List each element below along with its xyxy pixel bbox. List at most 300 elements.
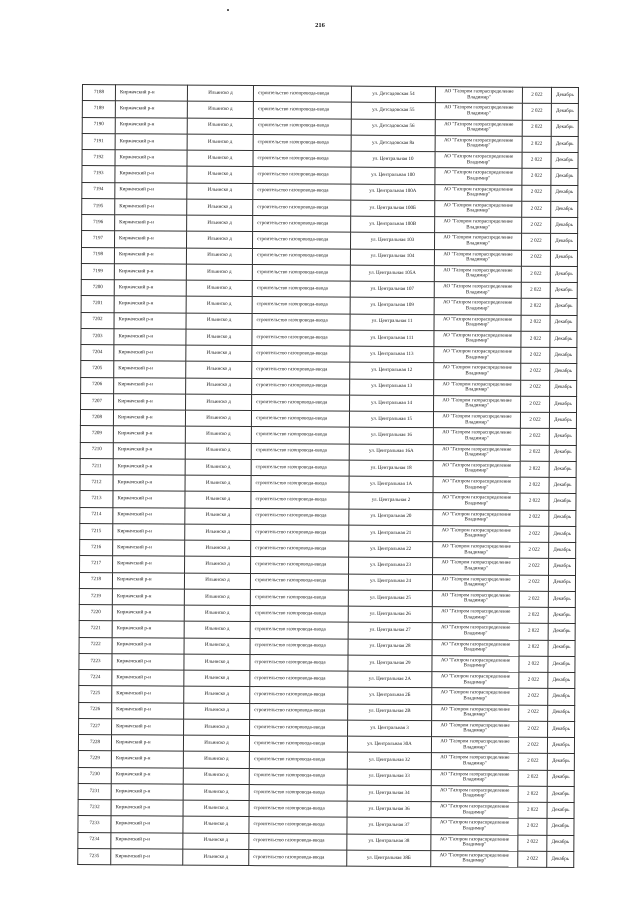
year-cell: 2 022 xyxy=(521,380,550,396)
village-cell: Ильинско д xyxy=(185,508,251,525)
district-cell: Киржачский р-н xyxy=(113,458,185,475)
organization-city-line: Владимир" xyxy=(464,566,488,572)
village-cell: Ильинско д xyxy=(184,654,250,671)
organization-city-line: Владимир" xyxy=(463,744,487,751)
organization-cell xyxy=(432,639,519,656)
work-type-cell: строительство газопровода-ввода xyxy=(252,281,350,298)
address-cell: ул. Центральная 29 xyxy=(348,655,432,672)
year-cell: 2 022 xyxy=(522,136,551,152)
work-type-cell: строительство газопровода-ввода xyxy=(251,476,349,493)
row-number: 7200 xyxy=(81,279,114,295)
row-number: 7191 xyxy=(82,133,115,149)
organization-name-line: АО "Газпром газораспределение xyxy=(442,462,512,469)
work-type-cell: строительство газопровода-ввода xyxy=(253,183,351,200)
organization-city-line: Владимир" xyxy=(463,761,487,767)
district-cell: Киржачский р-н xyxy=(112,718,184,735)
organization-name-line: АО "Газпром газораспределение xyxy=(443,284,513,290)
year-cell: 2 022 xyxy=(519,591,548,607)
organization-cell xyxy=(431,834,518,851)
organization-city-line: Владимир" xyxy=(465,387,489,393)
organization-cell xyxy=(433,460,520,477)
district-cell: Киржачский р-н xyxy=(113,491,185,508)
address-cell: ул. Центральная 100А xyxy=(351,184,435,201)
organization-name-line: АО "Газпром газораспределение xyxy=(440,690,510,696)
month-cell: Декабрь xyxy=(548,624,575,640)
organization-cell xyxy=(431,753,518,770)
village-cell: Ильинско д xyxy=(184,589,250,606)
district-cell: Киржачский р-н xyxy=(114,328,186,345)
village-cell: Ильинско д xyxy=(185,475,251,492)
organization-city-line: Владимир" xyxy=(465,322,490,328)
organization-city-line: Владимир" xyxy=(464,598,488,604)
address-cell: ул. Центральная 38Б xyxy=(347,850,431,867)
organization-name-line: АО "Газпром газораспределение xyxy=(444,89,514,95)
month-cell: Декабрь xyxy=(550,282,577,298)
row-number: 7235 xyxy=(78,848,111,864)
organization-name-line: АО "Газпром газораспределение xyxy=(441,609,511,615)
address-cell: ул. Центральная 2Б xyxy=(348,687,432,704)
organization-name-line: АО "Газпром газораспределение xyxy=(440,771,510,778)
organization-cell xyxy=(433,558,520,575)
organization-name-line: АО "Газпром газораспределение xyxy=(441,560,511,566)
organization-cell xyxy=(434,395,521,412)
organization-cell xyxy=(433,493,520,510)
organization-city-line: Владимир" xyxy=(466,224,490,231)
organization-name-line: АО "Газпром газораспределение xyxy=(441,576,511,583)
organization-cell xyxy=(431,850,518,867)
year-cell: 2 022 xyxy=(519,607,548,623)
organization-cell xyxy=(431,769,518,786)
village-cell: Ильинско д xyxy=(184,621,250,638)
work-type-cell: строительство газопровода-ввода xyxy=(253,167,351,184)
work-type-cell: строительство газопровода-ввода xyxy=(252,264,350,281)
row-number: 7193 xyxy=(82,166,115,182)
address-cell: ул. Центральная 15 xyxy=(349,411,433,428)
district-cell: Киржачский р-н xyxy=(113,523,185,540)
year-cell: 2 022 xyxy=(518,770,547,786)
year-cell: 2 022 xyxy=(520,493,549,509)
year-cell: 2 022 xyxy=(518,818,547,834)
organization-cell xyxy=(434,265,521,282)
address-cell: ул. Центральная 2 xyxy=(349,492,433,509)
organization-name-line: АО "Газпром газораспределение xyxy=(439,804,510,810)
organization-cell xyxy=(432,590,519,607)
village-cell: Ильинско д xyxy=(183,735,249,752)
village-cell: Ильинско д xyxy=(184,573,250,590)
month-cell: Декабрь xyxy=(547,835,574,851)
village-cell: Ильинско д xyxy=(187,166,253,183)
district-cell: Киржачский р-н xyxy=(114,280,186,297)
year-cell: 2 022 xyxy=(521,363,550,379)
year-cell: 2 022 xyxy=(518,786,547,802)
year-cell: 2 022 xyxy=(521,331,550,347)
row-number: 7197 xyxy=(82,231,115,247)
row-number: 7207 xyxy=(81,393,114,409)
organization-city-line: Владимир" xyxy=(463,679,488,686)
organization-name-line: АО "Газпром газораспределение xyxy=(441,479,512,485)
village-cell: Ильинско д xyxy=(187,183,253,200)
organization-city-line: Владимир" xyxy=(465,338,490,344)
organization-name-line: АО "Газпром газораспределение xyxy=(440,706,510,713)
address-cell: ул. Центральная 2В xyxy=(348,704,432,721)
row-number: 7220 xyxy=(79,604,112,620)
year-cell: 2 022 xyxy=(522,185,551,201)
organization-name-line: АО "Газпром газораспределение xyxy=(440,787,510,794)
organization-city-line: Владимир" xyxy=(463,631,488,637)
address-cell: ул. Центральная 3 xyxy=(348,720,432,737)
row-number: 7194 xyxy=(82,182,115,198)
organization-cell xyxy=(433,477,520,494)
organization-cell xyxy=(431,802,518,819)
organization-city-line: Владимир" xyxy=(464,436,489,442)
organization-name-line: АО "Газпром газораспределение xyxy=(442,365,512,371)
organization-cell xyxy=(432,574,519,591)
address-cell: ул. Центральная 22 xyxy=(349,541,433,558)
organization-city-line: Владимир" xyxy=(464,582,488,588)
work-type-cell: строительство газопровода-ввода xyxy=(250,606,348,623)
year-cell: 2 022 xyxy=(520,526,549,542)
organization-name-line: АО "Газпром газораспределение xyxy=(441,511,512,518)
page-number: 216 xyxy=(315,22,325,29)
organization-city-line: Владимир" xyxy=(462,809,487,816)
organization-name-line: АО "Газпром газораспределение xyxy=(444,137,514,144)
village-cell: Ильинско д xyxy=(186,296,252,313)
month-cell: Декабрь xyxy=(550,347,577,363)
work-type-cell: строительство газопровода-ввода xyxy=(253,232,351,249)
organization-cell xyxy=(434,347,521,364)
village-cell: Ильинско д xyxy=(183,784,249,801)
district-cell: Киржачский р-н xyxy=(115,215,187,232)
row-number: 7188 xyxy=(82,85,115,101)
month-cell: Декабрь xyxy=(550,266,577,282)
address-cell: ул. Детсадовская 55 xyxy=(351,102,435,119)
month-cell: Декабрь xyxy=(549,559,576,575)
row-number: 7234 xyxy=(78,832,111,848)
organization-cell xyxy=(432,607,519,624)
table-body xyxy=(78,85,579,868)
row-number: 7223 xyxy=(79,653,112,669)
address-cell: ул. Центральная 21 xyxy=(349,525,433,542)
address-cell: ул. Центральная 16А xyxy=(349,444,433,461)
organization-city-line: Владимир" xyxy=(466,257,490,263)
row-number: 7206 xyxy=(81,377,114,393)
organization-name-line: АО "Газпром газораспределение xyxy=(443,235,513,241)
organization-city-line: Владимир" xyxy=(462,842,487,848)
organization-cell xyxy=(431,737,518,754)
district-cell: Киржачский р-н xyxy=(112,572,184,589)
village-cell: Ильинско д xyxy=(184,670,250,687)
row-number: 7202 xyxy=(81,312,114,328)
village-cell: Ильинско д xyxy=(186,361,252,378)
district-cell: Киржачский р-н xyxy=(115,198,187,215)
month-cell: Декабрь xyxy=(549,542,576,558)
organization-city-line: Владимир" xyxy=(466,176,491,182)
organization-cell xyxy=(434,330,521,347)
district-cell: Киржачский р-н xyxy=(113,442,185,459)
village-cell: Ильинско д xyxy=(187,199,253,216)
address-cell: ул. Центральная 12 xyxy=(350,362,434,379)
work-type-cell: строительство газопровода-ввода xyxy=(253,86,351,103)
address-cell: ул. Центральная 38 xyxy=(347,834,431,851)
district-cell: Киржачский р-н xyxy=(113,426,185,443)
month-cell: Декабрь xyxy=(547,802,574,818)
month-cell: Декабрь xyxy=(551,120,578,136)
organization-name-line: АО "Газпром газораспределение xyxy=(443,170,514,176)
organization-city-line: Владимир" xyxy=(463,728,487,734)
district-cell: Киржачский р-н xyxy=(113,410,185,427)
organization-cell xyxy=(433,525,520,542)
organization-cell xyxy=(434,314,521,331)
month-cell: Декабрь xyxy=(551,87,578,103)
row-number: 7201 xyxy=(81,296,114,312)
village-cell: Ильинско д xyxy=(187,101,253,118)
address-cell: ул. Центральная 113 xyxy=(350,346,434,363)
district-cell: Киржачский р-н xyxy=(115,150,187,167)
district-cell: Киржачский р-н xyxy=(115,85,187,102)
organization-name-line: АО "Газпром газораспределение xyxy=(443,251,513,258)
work-type-cell: строительство газопровода-ввода xyxy=(251,541,349,558)
work-type-cell: строительство газопровода-ввода xyxy=(250,687,348,704)
organization-name-line: АО "Газпром газораспределение xyxy=(442,446,512,453)
organization-cell xyxy=(431,785,518,802)
organization-cell xyxy=(432,655,519,672)
month-cell: Декабрь xyxy=(549,526,576,542)
work-type-cell: строительство газопровода-ввода xyxy=(249,817,347,834)
organization-name-line: АО "Газпром газораспределение xyxy=(441,625,511,631)
address-cell: ул. Центральная 33 xyxy=(347,769,431,786)
organization-city-line: Владимир" xyxy=(467,94,491,101)
village-cell: Ильинско д xyxy=(184,605,250,622)
address-cell: ул. Центральная 36 xyxy=(347,801,431,818)
row-number: 7214 xyxy=(80,507,113,523)
work-type-cell: строительство газопровода-ввода xyxy=(251,492,349,509)
year-cell: 2 022 xyxy=(519,705,548,721)
row-number: 7196 xyxy=(82,215,115,231)
organization-cell xyxy=(431,818,518,835)
organization-city-line: Владимир" xyxy=(465,371,490,377)
village-cell: Ильинско д xyxy=(187,85,253,102)
row-number: 7203 xyxy=(81,328,114,344)
row-number: 7219 xyxy=(79,588,112,604)
organization-name-line: АО "Газпром газораспределение xyxy=(440,674,511,680)
row-number: 7209 xyxy=(80,426,113,442)
row-number: 7212 xyxy=(80,474,113,490)
month-cell: Декабрь xyxy=(547,819,574,835)
district-cell: Киржачский р-н xyxy=(112,686,184,703)
address-cell: ул. Детсадовская 54 xyxy=(351,86,435,103)
work-type-cell: строительство газопровода-ввода xyxy=(252,248,350,265)
work-type-cell: строительство газопровода-ввода xyxy=(250,671,348,688)
month-cell: Декабрь xyxy=(551,201,578,217)
month-cell: Декабрь xyxy=(547,786,574,802)
organization-name-line: АО "Газпром газораспределение xyxy=(442,414,512,420)
organization-name-line: АО "Газпром газораспределение xyxy=(440,739,510,745)
village-cell: Ильинско д xyxy=(187,215,253,232)
year-cell: 2 022 xyxy=(522,87,551,103)
organization-cell xyxy=(432,623,519,640)
district-cell: Киржачский р-н xyxy=(112,621,184,638)
village-cell: Ильинско д xyxy=(186,394,252,411)
year-cell: 2 022 xyxy=(520,428,549,444)
month-cell: Декабрь xyxy=(547,754,574,770)
organization-cell xyxy=(432,720,519,737)
work-type-cell: строительство газопровода-ввода xyxy=(253,216,351,233)
address-cell: ул. Центральная 24 xyxy=(348,574,432,591)
year-cell: 2 022 xyxy=(522,152,551,168)
organization-cell xyxy=(432,672,519,689)
address-cell: ул. Центральная 2А xyxy=(348,671,432,688)
organization-name-line: АО "Газпром газораспределение xyxy=(439,852,509,859)
organization-city-line: Владимир" xyxy=(466,159,491,166)
row-number: 7189 xyxy=(82,101,115,117)
district-cell: Киржачский р-н xyxy=(114,312,186,329)
organization-name-line: АО "Газпром газораспределение xyxy=(440,722,510,729)
district-cell: Киржачский р-н xyxy=(114,377,186,394)
row-number: 7208 xyxy=(80,409,113,425)
row-number: 7232 xyxy=(78,799,111,815)
work-type-cell: строительство газопровода-ввода xyxy=(252,362,350,379)
organization-name-line: АО "Газпром газораспределение xyxy=(439,836,510,843)
village-cell: Ильинско д xyxy=(187,118,253,135)
organization-city-line: Владимир" xyxy=(462,793,487,799)
year-cell: 2 022 xyxy=(519,688,548,704)
work-type-cell: строительство газопровода-ввода xyxy=(250,703,348,720)
year-cell: 2 022 xyxy=(520,477,549,493)
organization-city-line: Владимир" xyxy=(466,208,491,214)
year-cell: 2 022 xyxy=(521,347,550,363)
row-number: 7205 xyxy=(81,361,114,377)
district-cell: Киржачский р-н xyxy=(111,816,183,833)
village-cell: Ильинско д xyxy=(186,345,252,362)
work-type-cell: строительство газопровода-ввода xyxy=(251,411,349,428)
row-number: 7192 xyxy=(82,150,115,166)
organization-city-line: Владимир" xyxy=(466,127,491,133)
organization-name-line: АО "Газпром газораспределение xyxy=(441,495,512,501)
village-cell: Ильинско д xyxy=(184,719,250,736)
year-cell: 2 022 xyxy=(519,721,548,737)
organization-name-line: АО "Газпром газораспределение xyxy=(444,121,514,128)
row-number: 7211 xyxy=(80,458,113,474)
organization-city-line: Владимир" xyxy=(464,468,489,474)
village-cell: Ильинско д xyxy=(184,703,250,720)
organization-cell xyxy=(434,282,521,299)
row-number: 7213 xyxy=(80,491,113,507)
address-cell: ул. Центральная 18 xyxy=(349,460,433,477)
address-cell: ул. Центральная 14 xyxy=(350,395,434,412)
organization-cell xyxy=(435,152,522,169)
row-number: 7199 xyxy=(81,263,114,279)
row-number: 7224 xyxy=(79,669,112,685)
month-cell: Декабрь xyxy=(549,461,576,477)
row-number: 7215 xyxy=(80,523,113,539)
month-cell: Декабрь xyxy=(548,721,575,737)
address-cell: ул. Центральная 30А xyxy=(347,736,431,753)
organization-cell xyxy=(433,542,520,559)
address-cell: ул. Центральная 100В xyxy=(351,216,435,233)
address-cell: ул. Центральная 109 xyxy=(350,297,434,314)
work-type-cell: строительство газопровода-ввода xyxy=(249,833,347,850)
village-cell: Ильинско д xyxy=(187,231,253,248)
address-cell: ул. Центральная 23 xyxy=(349,557,433,574)
organization-city-line: Владимир" xyxy=(463,663,488,669)
village-cell: Ильинско д xyxy=(185,524,251,541)
organization-city-line: Владимир" xyxy=(465,354,490,361)
village-cell: Ильинско д xyxy=(183,768,249,785)
address-cell: ул. Центральная 10 xyxy=(351,151,435,168)
month-cell: Декабрь xyxy=(548,689,575,705)
address-cell: ул. Центральная 104 xyxy=(350,249,434,266)
row-number: 7198 xyxy=(81,247,114,263)
work-type-cell: строительство газопровода-ввода xyxy=(253,102,351,119)
district-cell: Киржачский р-н xyxy=(115,166,187,183)
year-cell: 2 022 xyxy=(519,656,548,672)
work-type-cell: строительство газопровода-ввода xyxy=(251,557,349,574)
address-cell: ул. Центральная 100 xyxy=(351,167,435,184)
month-cell: Декабрь xyxy=(547,737,574,753)
work-type-cell: строительство газопровода-ввода xyxy=(249,849,347,866)
year-cell: 2 022 xyxy=(522,217,551,233)
organization-city-line: Владимир" xyxy=(462,826,487,832)
district-cell: Киржачский р-н xyxy=(114,393,186,410)
village-cell: Ильинско д xyxy=(186,248,252,265)
village-cell: Ильинско д xyxy=(186,280,252,297)
organization-city-line: Владимир" xyxy=(462,777,487,783)
address-cell: ул. Центральная 34 xyxy=(347,785,431,802)
organization-name-line: АО "Газпром газораспределение xyxy=(443,186,514,193)
year-cell: 2 022 xyxy=(521,282,550,298)
work-type-cell: строительство газопровода-ввода xyxy=(249,784,347,801)
district-cell: Киржачский р-н xyxy=(111,735,183,752)
address-cell: ул. Центральная 1А xyxy=(349,476,433,493)
organization-city-line: Владимир" xyxy=(466,241,490,247)
organization-cell xyxy=(433,412,520,429)
district-cell: Киржачский р-н xyxy=(114,263,186,280)
organization-city-line: Владимир" xyxy=(464,501,489,507)
organization-cell xyxy=(435,135,522,152)
address-cell: ул. Центральная 100Б xyxy=(351,200,435,217)
district-cell: Киржачский р-н xyxy=(115,182,187,199)
organization-city-line: Владимир" xyxy=(463,614,488,621)
address-cell: ул. Центральная 37 xyxy=(347,817,431,834)
district-cell: Киржачский р-н xyxy=(115,133,187,150)
year-cell: 2 022 xyxy=(521,298,550,314)
row-number: 7216 xyxy=(80,539,113,555)
year-cell: 2 022 xyxy=(519,640,548,656)
row-number: 7229 xyxy=(78,751,111,767)
village-cell: Ильинско д xyxy=(185,556,251,573)
organization-city-line: Владимир" xyxy=(465,273,490,279)
month-cell: Декабрь xyxy=(549,412,576,428)
organization-cell xyxy=(435,119,522,136)
district-cell: Киржачский р-н xyxy=(112,653,184,670)
district-cell: Киржачский р-н xyxy=(111,783,183,800)
month-cell: Декабрь xyxy=(550,380,577,396)
year-cell: 2 022 xyxy=(521,266,550,282)
district-cell: Киржачский р-н xyxy=(112,637,184,654)
work-type-cell: строительство газопровода-ввода xyxy=(251,524,349,541)
organization-name-line: АО "Газпром газораспределение xyxy=(442,430,512,436)
village-cell: Ильинско д xyxy=(185,410,251,427)
row-number: 7210 xyxy=(80,442,113,458)
organization-cell xyxy=(434,249,521,266)
work-type-cell: строительство газопровода-ввода xyxy=(252,394,350,411)
village-cell: Ильинско д xyxy=(185,459,251,476)
month-cell: Декабрь xyxy=(551,152,578,168)
month-cell: Декабрь xyxy=(550,315,577,331)
village-cell: Ильинско д xyxy=(183,816,249,833)
village-cell: Ильинско д xyxy=(183,849,249,866)
address-cell: ул. Центральная 11 xyxy=(350,314,434,331)
